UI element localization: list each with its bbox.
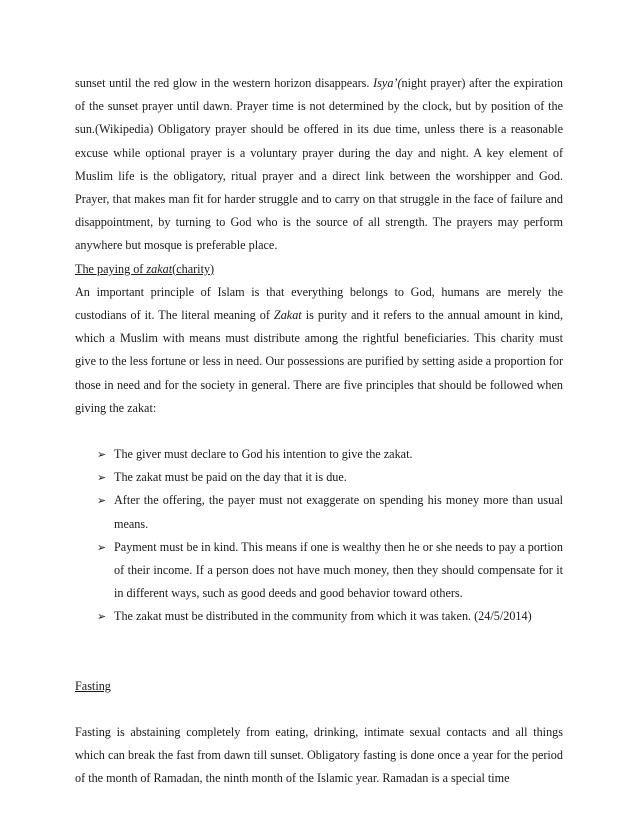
spacer bbox=[75, 698, 563, 721]
zakat-heading-post: (charity) bbox=[172, 261, 215, 276]
prayer-text-start: sunset until the red glow in the western horizon disappears. bbox=[75, 76, 374, 90]
zakat-text-rest: is purity and it refers to the annual amount in kind, which a Muslim with means must distribute among the rightful beneficiaries. This charity must give to the less fortune or less in need. Our possessions are purified by setting aside a proportion for those in need and for the society in general. There are five principles that should be followed when giving the zakat: bbox=[75, 308, 563, 415]
list-item bbox=[75, 536, 563, 606]
list-item bbox=[75, 466, 563, 489]
arrow-bullet-icon: ➢ bbox=[97, 610, 107, 624]
fasting-heading: Fasting bbox=[75, 678, 111, 693]
zakat-heading-italic: zakat bbox=[146, 261, 173, 276]
zakat-heading bbox=[75, 258, 563, 281]
zakat-term: Zakat bbox=[273, 308, 302, 323]
fasting-paragraph: Fasting is abstaining completely from eating, drinking, intimate sexual contacts and all things which can break the fast from dawn till sunset. Obligatory fasting is done once a year for the period of the month of Ramadan, the ninth month of the Islamic year. Ramadan is a special time bbox=[75, 724, 563, 786]
list-item-text: The giver must declare to God his intention to give the zakat. bbox=[114, 447, 413, 462]
list-item-text: The zakat must be distributed in the community from which it was taken. (24/5/2014) bbox=[114, 609, 532, 624]
list-item-text: Payment must be in kind. This means if one is wealthy then he or she needs to pay a portion of their income. If a person does not have much money, then they should compensate for it in different ways, such as good deeds and good behavior toward others. bbox=[114, 539, 563, 601]
list-item bbox=[75, 443, 563, 466]
zakat-principles-list bbox=[75, 443, 563, 629]
list-item-text: After the offering, the payer must not exaggerate on spending his money more than usual means. bbox=[114, 493, 563, 531]
arrow-bullet-icon: ➢ bbox=[97, 471, 107, 485]
arrow-bullet-icon: ➢ bbox=[97, 540, 107, 554]
zakat-heading-pre: The paying of bbox=[75, 261, 147, 276]
prayer-text-rest: night prayer) after the expiration of the sunset prayer until dawn. Prayer time is not determined by the clock, but by position of the sun.(Wikipedia) Obligatory prayer should be offered in its due time, unless there is a reasonable excuse while optional prayer is a voluntary prayer during the day and night. A key element of Muslim life is the obligatory, ritual prayer and a direct link between the worshipper and God. Prayer, that makes man fit for harder struggle and to carry on that struggle in the face of failure and disappointment, by turning to God who is the source of all strength. The prayers may perform anywhere but mosque is preferable place. bbox=[75, 76, 563, 253]
list-item bbox=[75, 605, 563, 628]
document-page bbox=[75, 72, 563, 790]
arrow-bullet-icon: ➢ bbox=[97, 494, 107, 508]
arrow-bullet-icon: ➢ bbox=[97, 448, 107, 462]
list-item-text: The zakat must be paid on the day that it is due. bbox=[114, 470, 347, 485]
spacer bbox=[75, 420, 563, 443]
list-item bbox=[75, 489, 563, 535]
isya-term: Isya’( bbox=[373, 76, 402, 90]
zakat-paragraph bbox=[75, 281, 563, 420]
spacer bbox=[75, 629, 563, 675]
zakat-text-start: An important principle of Islam is that everything belongs to God, humans are merely the custodians of it. The literal meaning of bbox=[75, 284, 563, 323]
prayer-paragraph bbox=[75, 72, 563, 258]
